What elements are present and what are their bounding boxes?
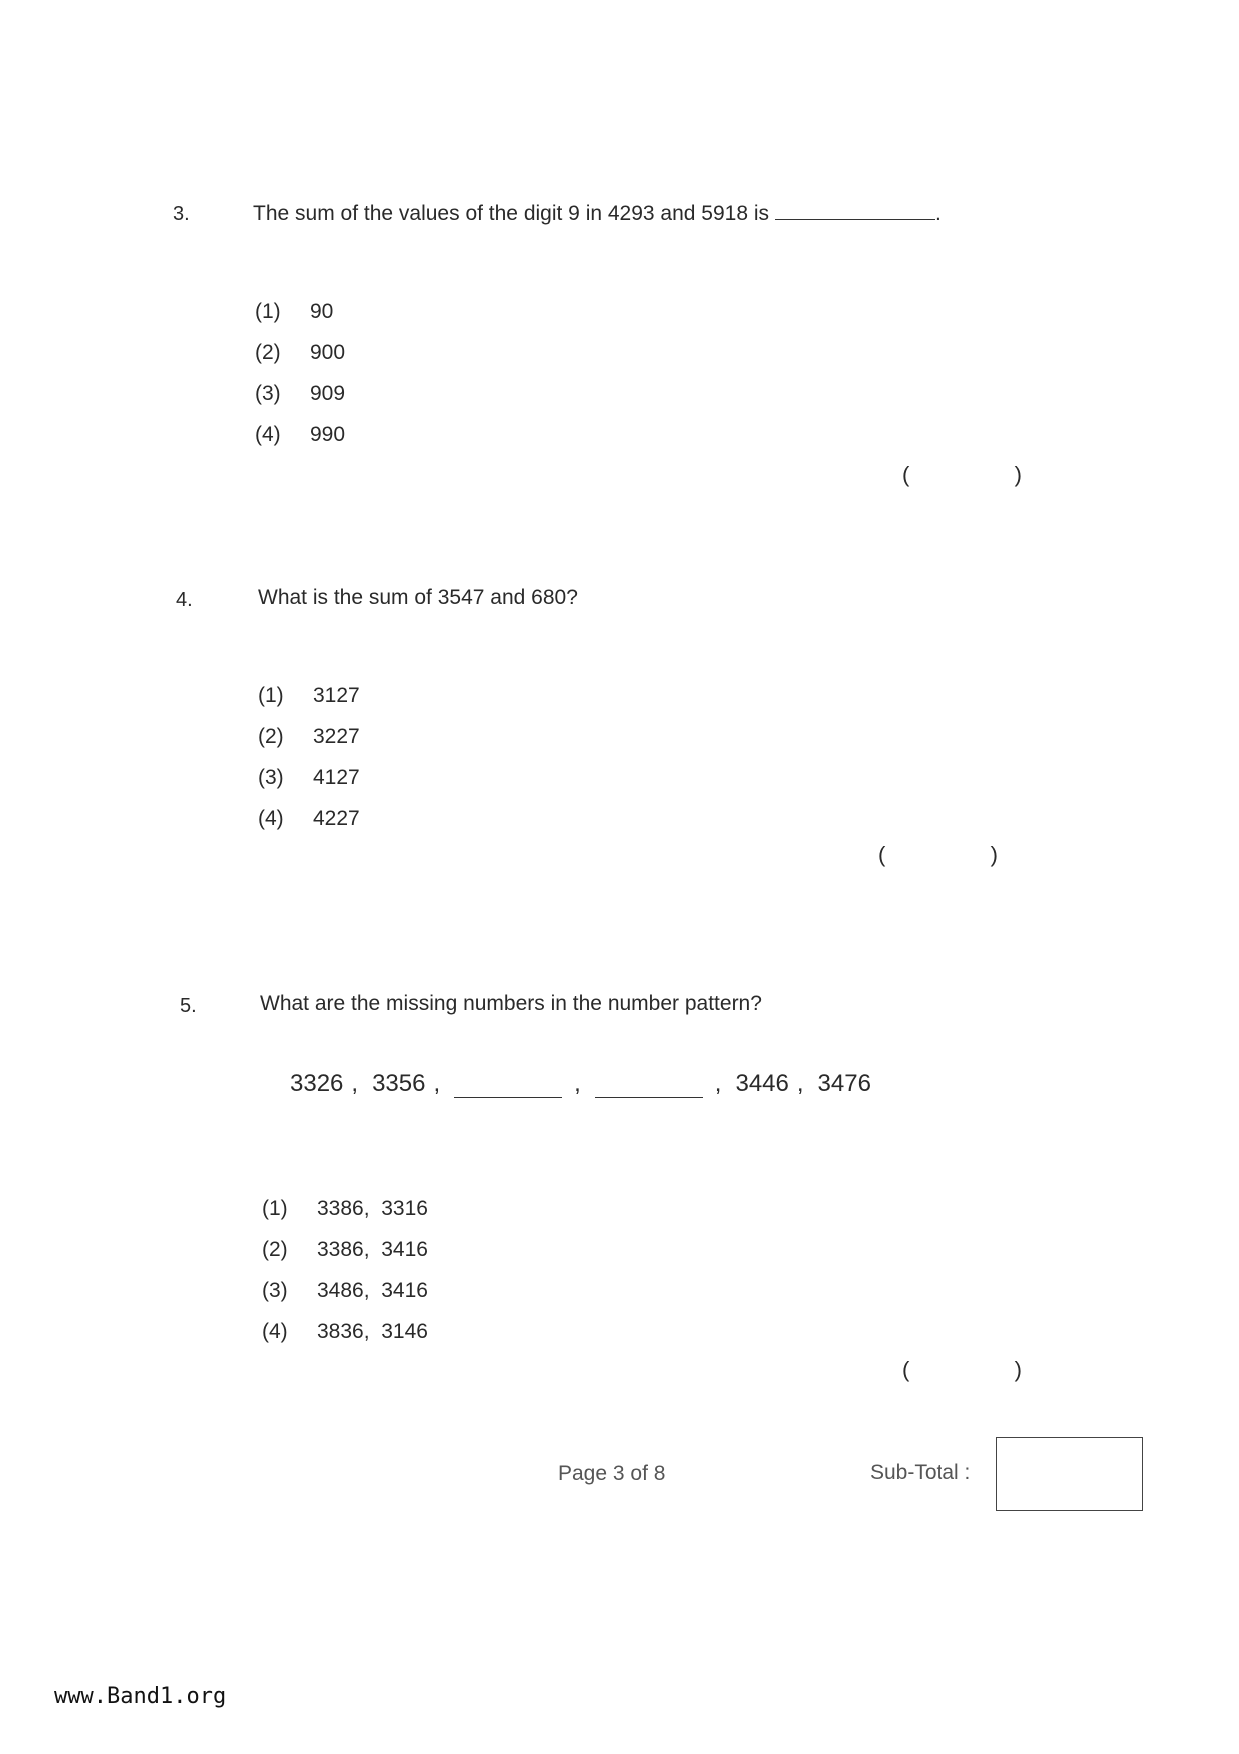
pattern-separator: , xyxy=(351,1070,359,1097)
pattern-term-1: 3326 xyxy=(290,1070,344,1097)
option-label: (4) xyxy=(262,1320,288,1343)
pattern-separator: , xyxy=(796,1070,804,1097)
option-value: 4227 xyxy=(313,807,360,830)
option-value: 3127 xyxy=(313,684,360,707)
pattern-separator: , xyxy=(574,1070,581,1097)
option-label: (3) xyxy=(255,382,281,405)
question-4-option-4 xyxy=(258,807,360,848)
option-value: 3486, 3416 xyxy=(317,1279,428,1302)
option-value: 3836, 3146 xyxy=(317,1320,428,1343)
question-3-stem-end: . xyxy=(935,202,941,225)
option-label: (2) xyxy=(262,1238,288,1261)
subtotal-label: Sub-Total : xyxy=(870,1461,971,1484)
question-4-option-2 xyxy=(258,725,360,766)
pattern-separator: , xyxy=(433,1070,441,1097)
question-3-option-4 xyxy=(255,423,345,464)
question-5-number: 5. xyxy=(180,995,197,1017)
answer-open-paren: ( xyxy=(902,1357,910,1382)
number-pattern xyxy=(290,1070,879,1098)
pattern-separator: , xyxy=(714,1070,722,1097)
subtotal-box[interactable] xyxy=(996,1437,1143,1511)
question-3-stem: The sum of the values of the digit 9 in 4293 and 5918 is xyxy=(253,202,770,225)
watermark: www.Band1.org xyxy=(54,1684,227,1709)
option-label: (4) xyxy=(255,423,281,446)
question-3-blank[interactable] xyxy=(775,201,935,220)
question-5-option-4 xyxy=(262,1320,428,1361)
option-label: (1) xyxy=(258,684,284,707)
option-value: 90 xyxy=(310,300,334,323)
pattern-term-2: 3356 xyxy=(372,1070,426,1097)
question-4-option-3 xyxy=(258,766,360,807)
option-label: (1) xyxy=(255,300,281,323)
answer-open-paren: ( xyxy=(878,842,886,867)
answer-close-paren: ) xyxy=(1014,462,1022,487)
option-value: 3227 xyxy=(313,725,360,748)
option-value: 3386, 3316 xyxy=(317,1197,428,1220)
question-4-options xyxy=(258,684,360,848)
question-3-option-1 xyxy=(255,300,345,341)
question-4-text: What is the sum of 3547 and 680? xyxy=(258,586,578,609)
pattern-term-4: 3476 xyxy=(817,1070,871,1097)
option-label: (4) xyxy=(258,807,284,830)
question-3-number: 3. xyxy=(173,203,190,225)
pattern-blank-2[interactable] xyxy=(595,1077,703,1098)
question-4-option-1 xyxy=(258,684,360,725)
pattern-blank-1[interactable] xyxy=(454,1077,562,1098)
question-5-options xyxy=(262,1197,428,1361)
option-value: 4127 xyxy=(313,766,360,789)
question-4-answer-box[interactable] xyxy=(878,842,998,868)
option-value: 900 xyxy=(310,341,346,364)
option-value: 990 xyxy=(310,423,346,446)
option-label: (3) xyxy=(258,766,284,789)
answer-close-paren: ) xyxy=(1014,1357,1022,1382)
answer-open-paren: ( xyxy=(902,462,910,487)
question-3-options xyxy=(255,300,345,464)
question-3-answer-box[interactable] xyxy=(902,462,1022,488)
question-3-option-2 xyxy=(255,341,345,382)
option-label: (3) xyxy=(262,1279,288,1302)
question-3-option-3 xyxy=(255,382,345,423)
question-3-text xyxy=(253,201,941,226)
answer-close-paren: ) xyxy=(990,842,998,867)
question-5-text: What are the missing numbers in the number pattern? xyxy=(260,992,762,1015)
question-5-option-2 xyxy=(262,1238,428,1279)
option-value: 909 xyxy=(310,382,346,405)
question-5-option-1 xyxy=(262,1197,428,1238)
option-value: 3386, 3416 xyxy=(317,1238,428,1261)
pattern-term-3: 3446 xyxy=(735,1070,789,1097)
page-number: Page 3 of 8 xyxy=(558,1462,666,1485)
option-label: (1) xyxy=(262,1197,288,1220)
question-5-answer-box[interactable] xyxy=(902,1357,1022,1383)
option-label: (2) xyxy=(255,341,281,364)
question-5-option-3 xyxy=(262,1279,428,1320)
question-4-number: 4. xyxy=(176,589,193,611)
option-label: (2) xyxy=(258,725,284,748)
